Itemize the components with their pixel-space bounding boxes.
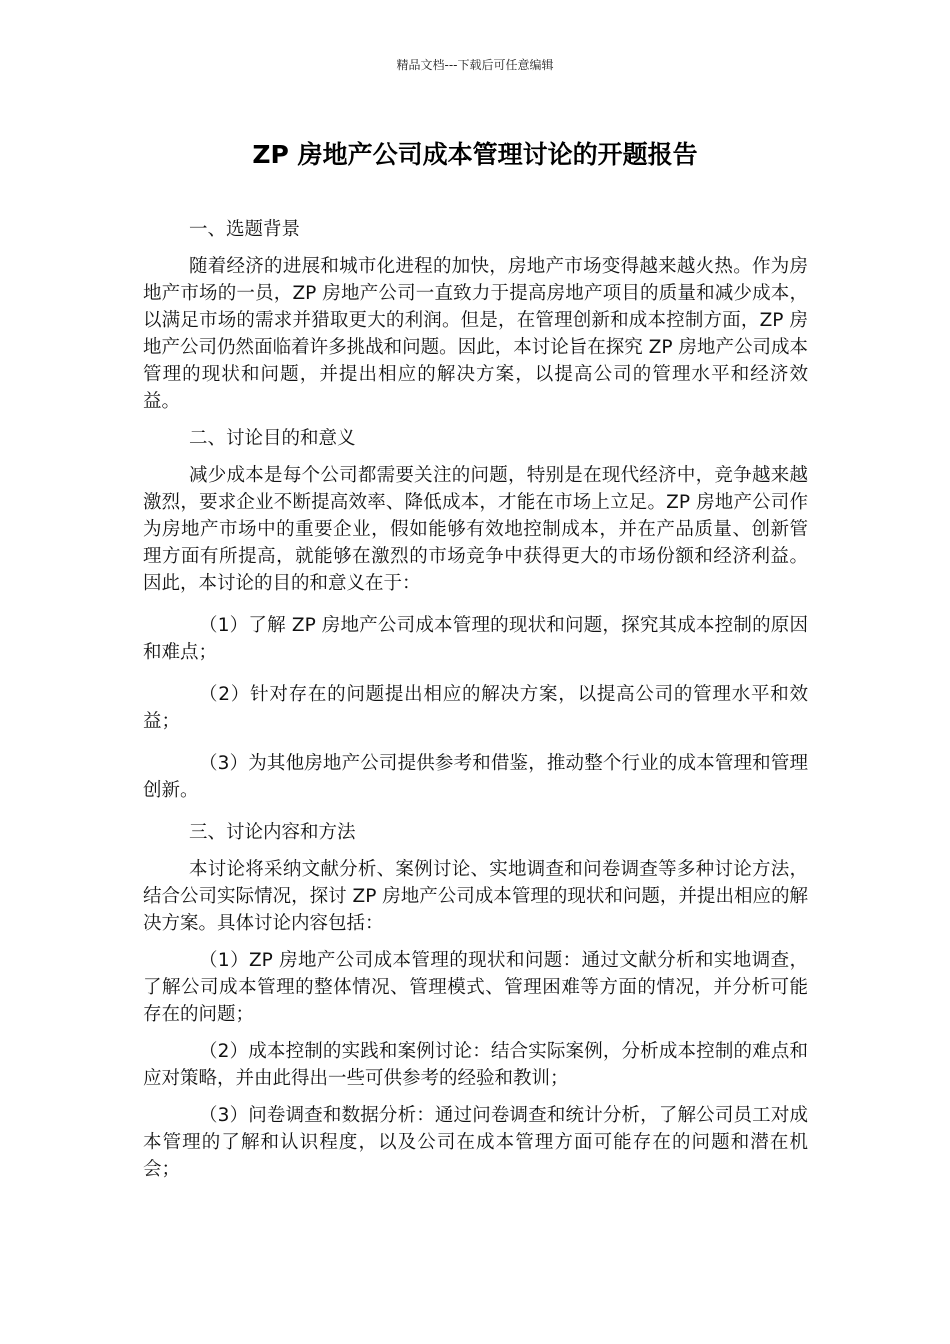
paragraph-methods: 本讨论将采纳文献分析、案例讨论、实地调查和问卷调查等多种讨论方法，结合公司实际情况，探讨 ZP 房地产公司成本管理的现状和问题，并提出相应的解决方案。具体讨论内容包括： <box>143 859 808 934</box>
document-body <box>143 216 808 1183</box>
section-heading-background: 一、选题背景 <box>189 219 301 240</box>
section-heading-purpose: 二、讨论目的和意义 <box>189 428 356 449</box>
paragraph-background: 随着经济的进展和城市化进程的加快，房地产市场变得越来越火热。作为房地产市场的一员，ZP 房地产公司一直致力于提高房地产项目的质量和减少成本，以满足市场的需求并猎取更大的利润。但是，在管理创新和成本控制方面，ZP 房地产公司仍然面临着许多挑战和问题。因此，本讨论旨在探究 ZP 房地产公司成本管理的现状和问题，并提出相应的解决方案，以提高公司的管理水平和经济效益。 <box>143 256 808 412</box>
header-note: 精品文档---下载后可任意编辑 <box>396 58 554 72</box>
list-item-methods-1: （1）ZP 房地产公司成本管理的现状和问题：通过文献分析和实地调查，了解公司成本管理的整体情况、管理模式、管理困难等方面的情况，并分析可能存在的问题； <box>143 950 808 1025</box>
list-item-purpose-3: （3）为其他房地产公司提供参考和借鉴，推动整个行业的成本管理和管理创新。 <box>143 753 808 801</box>
list-item-methods-3: （3）问卷调查和数据分析：通过问卷调查和统计分析，了解公司员工对成本管理的了解和认识程度，以及公司在成本管理方面可能存在的问题和潜在机会； <box>143 1105 808 1180</box>
list-item-purpose-1: （1）了解 ZP 房地产公司成本管理的现状和问题，探究其成本控制的原因和难点； <box>143 615 808 663</box>
document-title: ZP 房地产公司成本管理讨论的开题报告 <box>252 140 698 169</box>
list-item-purpose-2: （2）针对存在的问题提出相应的解决方案，以提高公司的管理水平和效益； <box>143 684 808 732</box>
list-item-methods-2: （2）成本控制的实践和案例讨论：结合实际案例，分析成本控制的难点和应对策略，并由此得出一些可供参考的经验和教训； <box>143 1041 808 1089</box>
paragraph-purpose: 减少成本是每个公司都需要关注的问题，特别是在现代经济中，竞争越来越激烈，要求企业不断提高效率、降低成本，才能在市场上立足。ZP 房地产公司作为房地产市场中的重要企业，假如能够有效地控制成本，并在产品质量、创新管理方面有所提高，就能够在激烈的市场竞争中获得更大的市场份额和经济利益。因此，本讨论的目的和意义在于： <box>143 465 808 594</box>
section-heading-methods: 三、讨论内容和方法 <box>189 822 356 843</box>
